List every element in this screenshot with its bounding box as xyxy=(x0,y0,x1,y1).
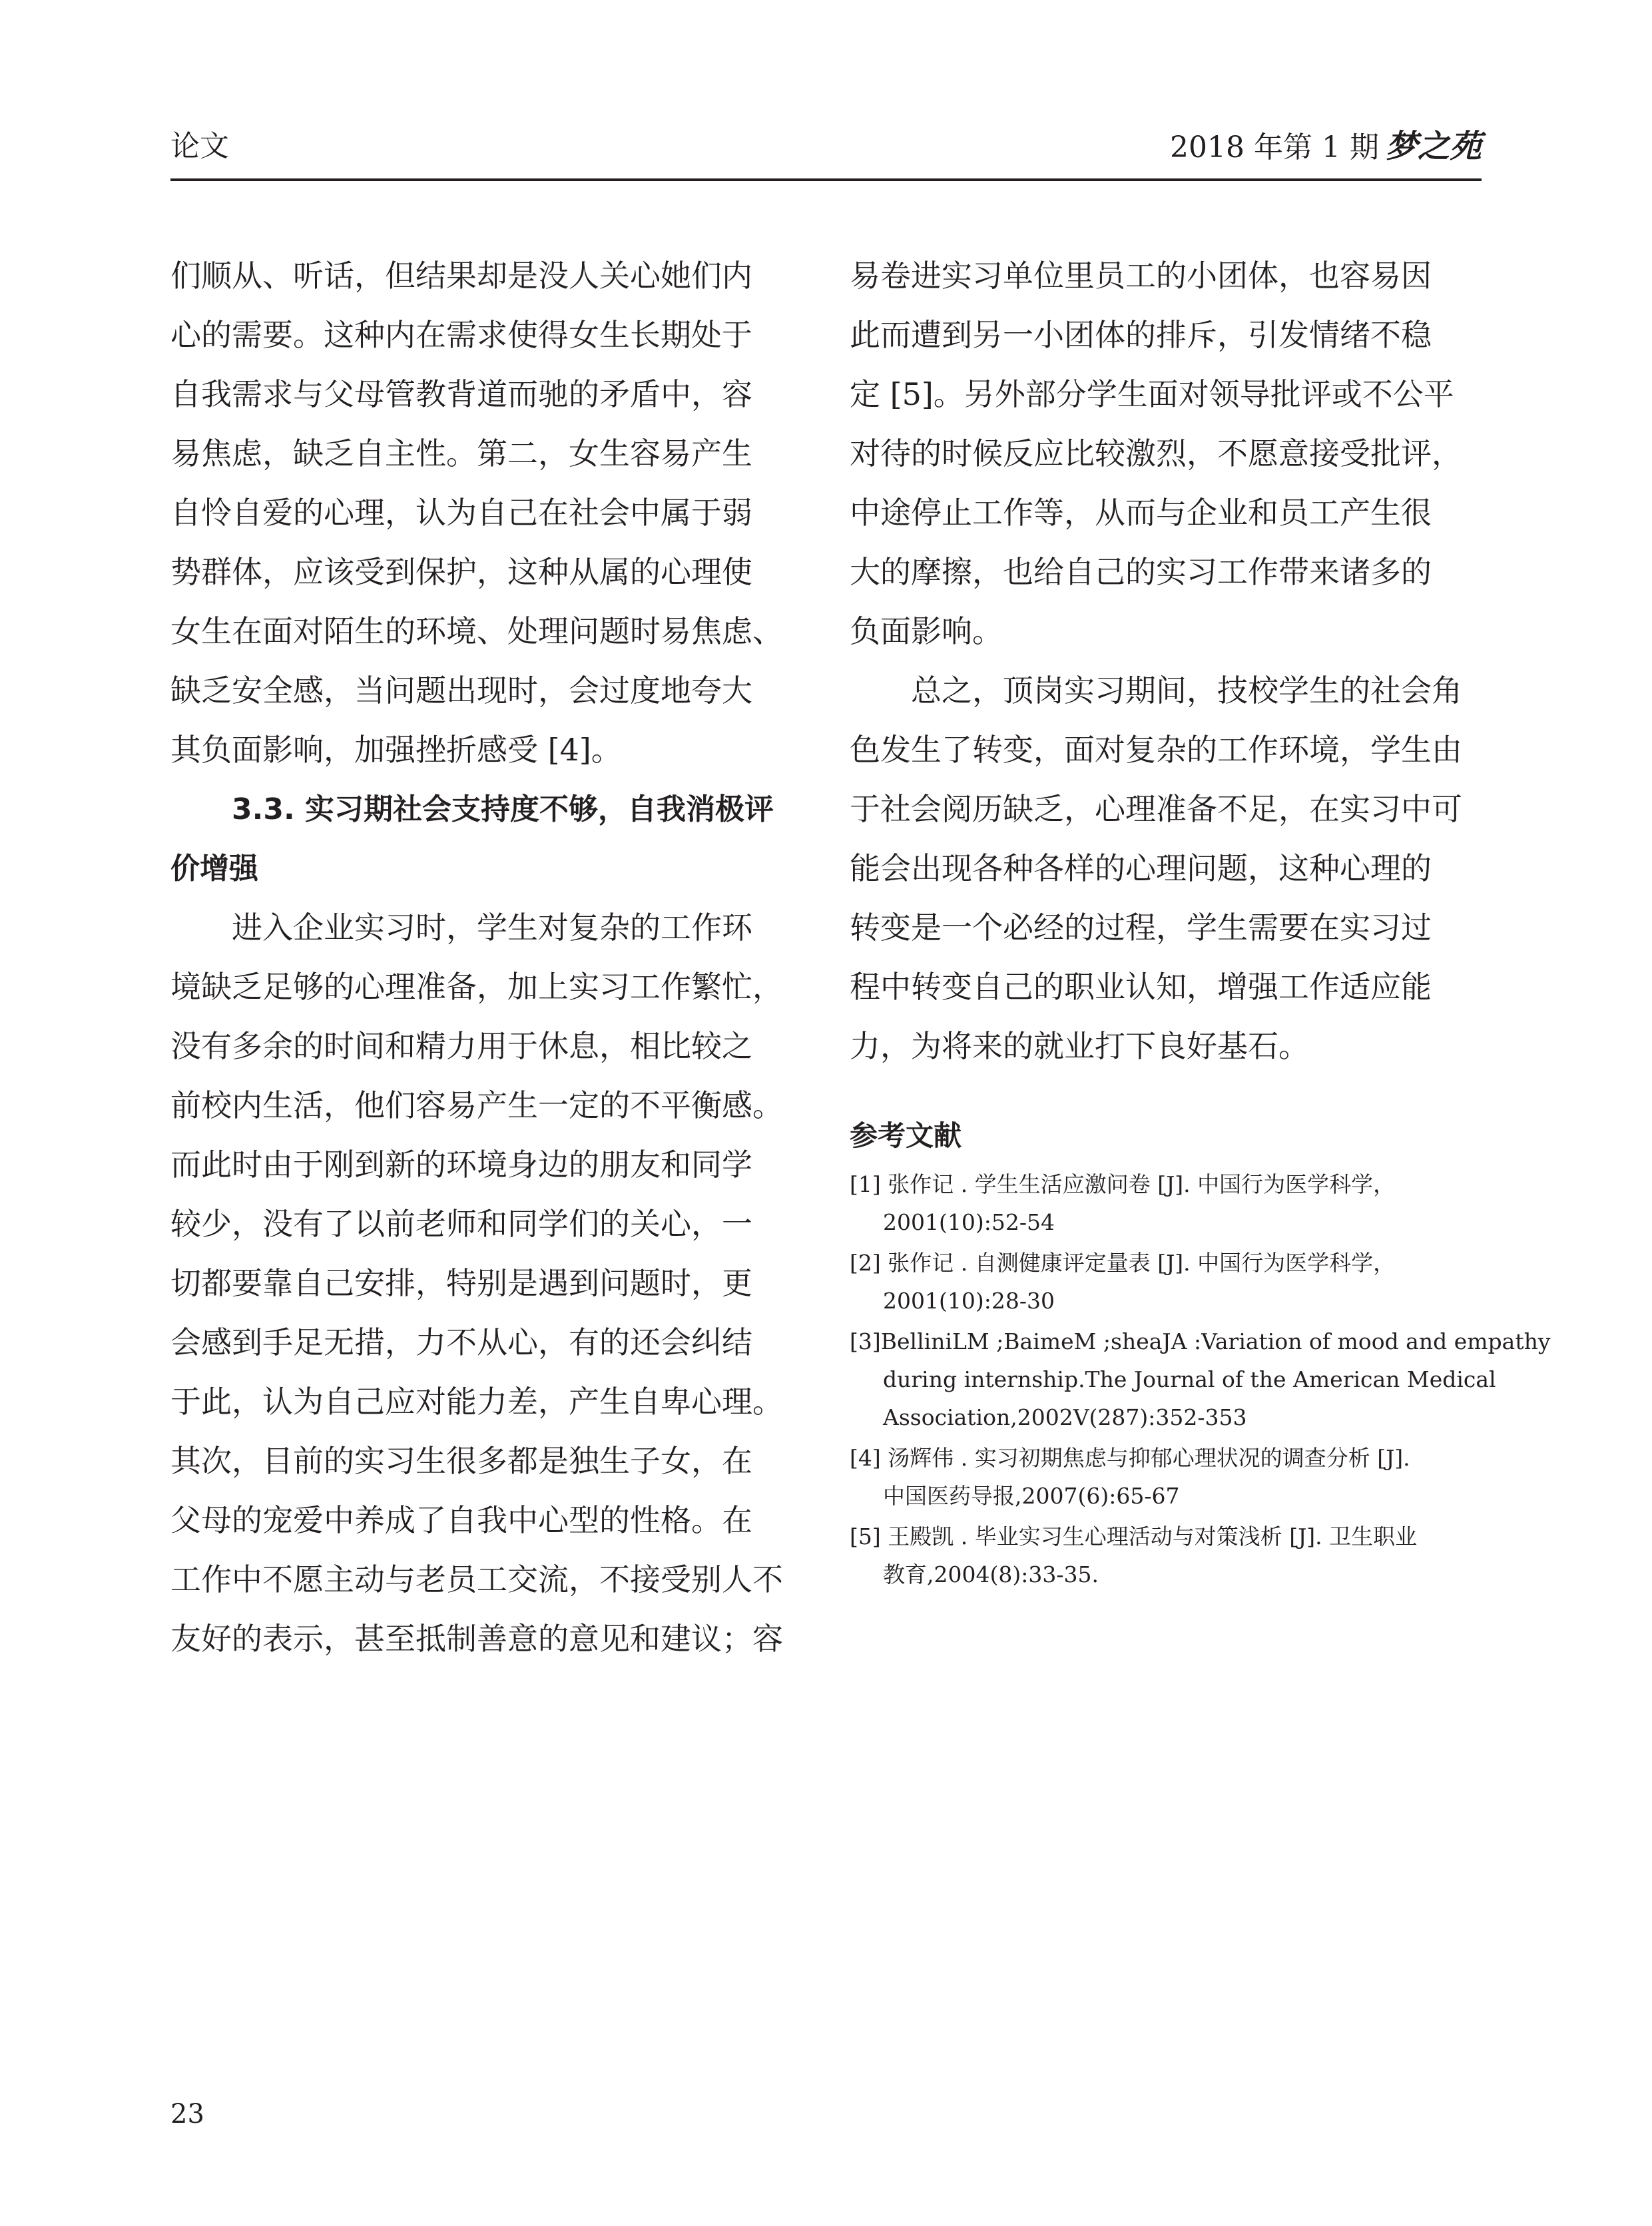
text-line: 能会出现各种各样的心理问题，这种心理的 xyxy=(850,850,1432,886)
reference-item xyxy=(850,1518,1482,1593)
text-line: 自怜自爱的心理，认为自己在社会中属于弱 xyxy=(170,495,752,531)
text-line: 易焦虑，缺乏自主性。第二，女生容易产生 xyxy=(170,435,752,471)
text-line: 前校内生活，他们容易产生一定的不平衡感。 xyxy=(170,1087,783,1123)
reference-text: during internship.The Journal of the American Medical xyxy=(883,1366,1496,1392)
issue-label: 2018 年第 1 期 xyxy=(1170,131,1379,164)
text-line: 自我需求与父母管教背道而驰的矛盾中，容 xyxy=(170,376,752,412)
text-line: 较少，没有了以前老师和同学们的关心，一 xyxy=(170,1206,752,1242)
reference-text: [5] 王殿凯 . 毕业实习生心理活动与对策浅析 [J]. 卫生职业 xyxy=(850,1524,1418,1549)
references-heading: 参考文献 xyxy=(850,1119,962,1152)
text-line: 心的需要。这种内在需求使得女生长期处于 xyxy=(170,317,752,353)
header-issue-info xyxy=(1170,128,1482,166)
text-line: 大的摩擦，也给自己的实习工作带来诸多的 xyxy=(850,554,1432,590)
header-rule xyxy=(170,178,1482,181)
text-line: 其次，目前的实习生很多都是独生子女，在 xyxy=(170,1443,752,1479)
left-paragraph-1 xyxy=(170,246,803,780)
text-line: 们顺从、听话，但结果却是没人关心她们内 xyxy=(170,258,752,294)
left-paragraph-2 xyxy=(170,898,803,1669)
text-line: 而此时由于刚到新的环境身边的朋友和同学 xyxy=(170,1147,752,1183)
page-number: 23 xyxy=(170,2099,204,2129)
text-line: 友好的表示，甚至抵制善意的意见和建议；容 xyxy=(170,1621,783,1657)
header-section-label: 论文 xyxy=(170,129,229,163)
journal-logo: 梦之苑 xyxy=(1385,128,1482,165)
text-line: 中途停止工作等，从而与企业和员工产生很 xyxy=(850,495,1432,531)
heading-line: 3.3. 实习期社会支持度不够，自我消极评 xyxy=(232,792,774,826)
text-line: 会感到手足无措，力不从心，有的还会纠结 xyxy=(170,1324,752,1360)
reference-text: [1] 张作记 . 学生生活应激问卷 [J]. 中国行为医学科学， xyxy=(850,1171,1396,1197)
text-line: 此而遭到另一小团体的排斥，引发情绪不稳 xyxy=(850,317,1432,353)
text-line: 工作中不愿主动与老员工交流，不接受别人不 xyxy=(170,1561,783,1597)
text-line: 没有多余的时间和精力用于休息，相比较之 xyxy=(170,1028,752,1064)
right-paragraph-1 xyxy=(850,246,1482,661)
reference-item xyxy=(850,1439,1482,1515)
references-list xyxy=(850,1165,1551,1593)
reference-text: Association,2002V(287):352-353 xyxy=(883,1404,1247,1430)
heading-line: 价增强 xyxy=(170,852,258,886)
reference-text: [2] 张作记 . 自测健康评定量表 [J]. 中国行为医学科学， xyxy=(850,1250,1396,1276)
text-line: 境缺乏足够的心理准备，加上实习工作繁忙， xyxy=(170,969,783,1005)
reference-text: 中国医药导报,2007(6):65-67 xyxy=(883,1483,1180,1509)
text-line: 易卷进实习单位里员工的小团体，也容易因 xyxy=(850,258,1432,294)
reference-text: [4] 汤辉伟 . 实习初期焦虑与抑郁心理状况的调查分析 [J]. xyxy=(850,1445,1410,1471)
text-line: 色发生了转变，面对复杂的工作环境，学生由 xyxy=(850,732,1462,768)
text-line: 对待的时候反应比较激烈，不愿意接受批评， xyxy=(850,435,1462,471)
text-line: 缺乏安全感，当问题出现时，会过度地夸大 xyxy=(170,673,752,708)
right-column xyxy=(850,246,1551,1593)
text-line: 进入企业实习时，学生对复杂的工作环 xyxy=(232,910,752,946)
reference-text: 2001(10):28-30 xyxy=(883,1288,1055,1314)
section-heading-3-3 xyxy=(170,780,803,898)
left-column xyxy=(170,246,803,1669)
text-line: 父母的宠爱中养成了自我中心型的性格。在 xyxy=(170,1502,752,1538)
text-line: 于此，认为自己应对能力差，产生自卑心理。 xyxy=(170,1384,783,1420)
text-line: 定 [5]。另外部分学生面对领导批评或不公平 xyxy=(850,376,1454,412)
text-line: 转变是一个必经的过程，学生需要在实习过 xyxy=(850,910,1432,946)
text-line: 其负面影响，加强挫折感受 [4]。 xyxy=(170,732,622,768)
text-line: 于社会阅历缺乏，心理准备不足，在实习中可 xyxy=(850,791,1462,827)
text-line: 势群体，应该受到保护，这种从属的心理使 xyxy=(170,554,752,590)
text-line: 总之，顶岗实习期间，技校学生的社会角 xyxy=(911,673,1462,708)
right-paragraph-2 xyxy=(850,661,1482,1076)
reference-item xyxy=(850,1244,1482,1320)
text-line: 负面影响。 xyxy=(850,613,1003,649)
text-line: 程中转变自己的职业认知，增强工作适应能 xyxy=(850,969,1432,1005)
reference-text: 教育,2004(8):33-35. xyxy=(883,1561,1099,1587)
reference-item xyxy=(850,1322,1551,1436)
reference-text: [3]BelliniLM ;BaimeM ;sheaJA :Variation of mood and empathy xyxy=(850,1328,1551,1354)
reference-item xyxy=(850,1165,1482,1241)
text-line: 女生在面对陌生的环境、处理问题时易焦虑、 xyxy=(170,613,783,649)
reference-text: 2001(10):52-54 xyxy=(883,1209,1055,1235)
text-line: 切都要靠自己安排，特别是遇到问题时，更 xyxy=(170,1265,752,1301)
text-line: 力，为将来的就业打下良好基石。 xyxy=(850,1028,1309,1064)
